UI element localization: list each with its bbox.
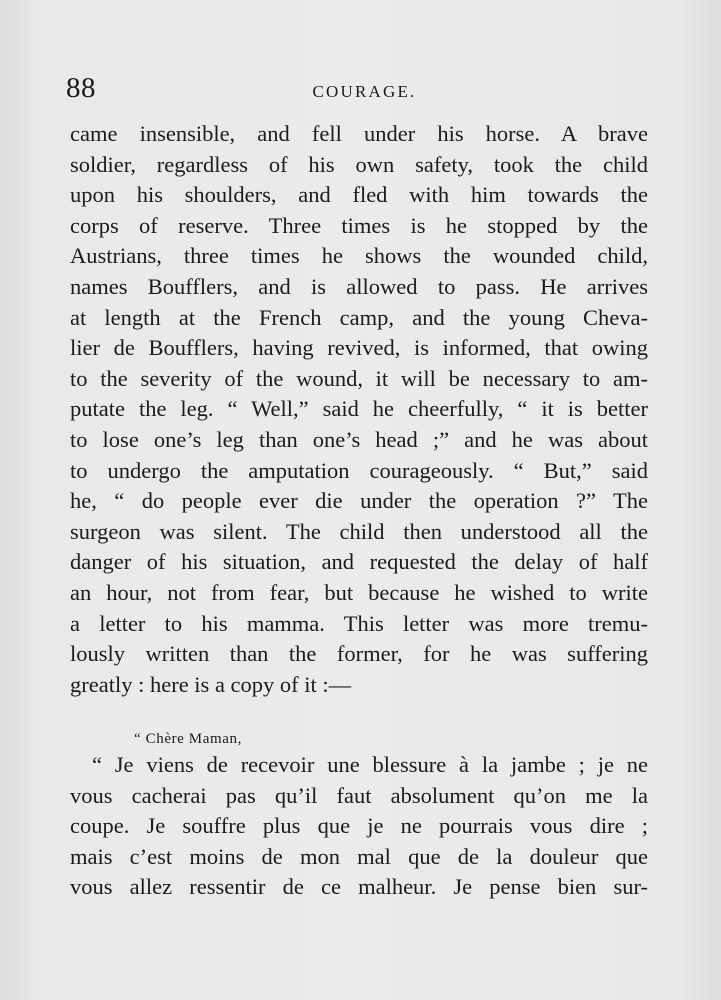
text-line: soldier, regardless of his own safety, took the child — [70, 151, 648, 177]
text-line: greatly : here is a copy of it :— — [70, 671, 352, 697]
text-line: surgeon was silent. The child then understood all the — [70, 518, 648, 544]
text-line: Austrians, three times he shows the wounded child, — [70, 243, 648, 269]
letter-line: “ Je viens de recevoir une blessure à la jambe ; je ne — [92, 752, 648, 777]
letter-line: mais c’est moins de mon mal que de la douleur que — [70, 843, 648, 869]
letter-line: coupe. Je souffre plus que je ne pourrais vous dire ; — [70, 813, 648, 839]
text-line: lously written than the former, for he was suffering — [70, 641, 648, 667]
text-line: putate the leg. “ Well,” said he cheerfully, “ it is better — [70, 396, 648, 422]
letter-line: vous cacherai pas qu’il faut absolument qu’on me la — [70, 782, 648, 808]
text-line: to lose one’s leg than one’s head ;” and he was about — [70, 426, 648, 452]
letter-line: vous allez ressentir de ce malheur. Je pense bien sur- — [70, 874, 648, 900]
text-line: to undergo the amputation courageously. “ But,” said — [70, 457, 648, 483]
body-text — [70, 119, 648, 700]
text-line: came insensible, and fell under his horse. A brave — [70, 121, 648, 146]
text-line: lier de Boufflers, having revived, is informed, that owing — [70, 335, 648, 361]
letter-salutation: “ Chère Maman, — [134, 731, 242, 747]
text-line: names Boufflers, and is allowed to pass. He arrives — [70, 273, 648, 299]
running-head-title: COURAGE. — [312, 82, 417, 101]
text-line: at length at the French camp, and the young Cheva- — [70, 304, 648, 330]
text-line: to the severity of the wound, it will be necessary to am- — [70, 365, 648, 391]
letter-text — [70, 750, 648, 903]
text-line: corps of reserve. Three times is he stopped by the — [70, 212, 648, 238]
page-number: 88 — [66, 72, 96, 104]
text-line: a letter to his mamma. This letter was more tremu- — [70, 610, 648, 636]
text-line: he, “ do people ever die under the operation ?” The — [70, 488, 648, 514]
text-line: an hour, not from fear, but because he wished to write — [70, 579, 648, 605]
text-line: danger of his situation, and requested the delay of half — [70, 549, 648, 575]
text-line: upon his shoulders, and fled with him towards the — [70, 182, 648, 208]
